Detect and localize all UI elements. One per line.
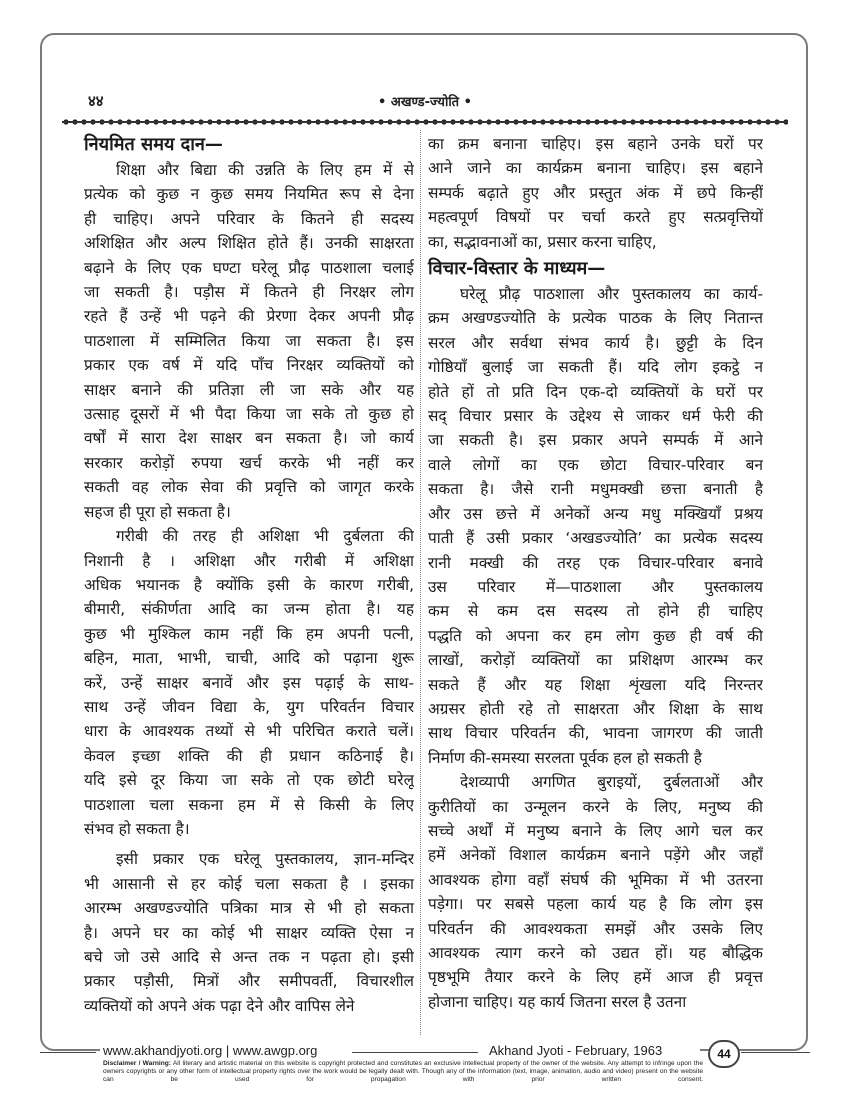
- text-line: अशिक्षित और अल्प शिक्षित होते हैं। उनकी साक्षरता: [84, 234, 414, 253]
- text-line: रहते हैं उन्हें भी पढ़ने की प्रेरणा देकर अपनी प्रौढ़: [84, 307, 414, 326]
- right-intro-paragraph: [428, 132, 763, 254]
- text-line: बहिन, माता, भाभी, चाची, आदि को पढ़ाना शुरू: [84, 649, 414, 668]
- disclaimer-text: All literary and artistic material on this website is copyright protected and constitutes an exclusive intellectual property of the owner of the website. Any attempt to infringe upon the owners copyrights or any other form of intellectual property rights over the work would be legally dealt with. Though any of the information (text, image, animation, audio and video) present on the website can be used for propagation with prior written consent.: [103, 1060, 703, 1083]
- text-line: कम से कम दस सदस्य तो होने ही चाहिए: [428, 602, 763, 621]
- section-heading-idea-expansion: विचार-विस्तार के माध्यम—: [428, 258, 606, 280]
- text-line: अग्रसर होती रहे तो साक्षरता और शिक्षा के साथ: [428, 699, 763, 718]
- paragraph: [84, 847, 414, 1018]
- text-line: पड़ेगा। पर सबसे पहला कार्य यह है कि लोग इस: [428, 895, 763, 914]
- footer-page-number-badge: 44: [708, 1040, 740, 1068]
- text-line: का क्रम बनाना चाहिए। इस बहाने उनके घरों पर: [428, 135, 763, 153]
- text-line: है। अपने घर का कोई भी साक्षर व्यक्ति ऐसा न: [84, 923, 414, 942]
- text-line: कुरीतियों का उन्मूलन करने के लिए, मनुष्य की: [428, 797, 763, 816]
- footer-issue-title: Akhand Jyoti - February, 1963: [489, 1043, 663, 1058]
- text-line: सरकार करोड़ों रुपया खर्च करके भी नहीं कर: [84, 453, 414, 472]
- text-line: हमें अनेकों विशाल कार्यक्रम बनाने पड़ेंगे और जहाँ: [428, 846, 763, 865]
- text-line: का, सद्भावनाओं का, प्रसार करना चाहिए,: [428, 232, 657, 251]
- text-line: धारा के आवश्यक तथ्यों से भी परिचित कराते चलें।: [84, 722, 414, 741]
- text-line: उस परिवार में—पाठशाला और पुस्तकालय: [428, 577, 763, 596]
- paragraph: [428, 770, 763, 1014]
- disclaimer: [103, 1060, 703, 1084]
- text-line: सकते हैं और यह शिक्षा शृंखला यदि निरन्तर: [428, 675, 763, 694]
- text-line: आवश्यक त्याग करने को उद्यत हों। यह बौद्धिक: [428, 944, 763, 962]
- text-line: घरेलू प्रौढ़ पाठशाला और पुस्तकालय का कार्य-: [460, 285, 763, 304]
- disclaimer-label: Disclaimer / Warning:: [103, 1060, 171, 1067]
- text-line: यदि इसे दूर किया जा सके तो एक छोटी घरेलू: [84, 771, 414, 790]
- text-line: केवल इच्छा शक्ति की ही प्रधान कठिनाई है।: [84, 746, 414, 765]
- text-line: वर्षों में सारा देश साक्षर बन सकता है। जो कार्य: [84, 429, 414, 448]
- text-line: वाले लोगों का एक छोटा विचार-परिवार बन: [428, 455, 763, 474]
- text-line: जा सकती है। पड़ौस में कितने ही निरक्षर लोग: [84, 283, 414, 302]
- text-line: पाठशाला चला सकना हम में से किसी के लिए: [84, 795, 414, 814]
- text-line: जा सकती है। इस प्रकार अपने सम्पर्क में आने: [428, 431, 763, 450]
- text-line: गोष्ठियाँ बुलाई जा सकती हैं। यदि लोग इकट्ठे न: [428, 358, 763, 377]
- footer-rule-right: [741, 1052, 810, 1053]
- paragraph: [84, 158, 414, 524]
- text-line: शिक्षा और बिद्या की उन्नति के लिए हम में से: [116, 161, 414, 179]
- text-line: क्रम अखण्डज्योति के प्रत्येक पाठक के लिए नितान्त: [428, 309, 763, 328]
- text-line: इसी प्रकार एक घरेलू पुस्तकालय, ज्ञान-मन्दिर: [116, 850, 414, 869]
- text-line: भी आसानी से हर कोई चला सकता है । इसका: [84, 874, 414, 893]
- footer-websites[interactable]: www.akhandjyoti.org | www.awgp.org: [103, 1043, 318, 1058]
- text-line: प्रत्येक को कुछ न कुछ समय नियमित रूप से देना: [84, 185, 414, 204]
- text-line: ही चाहिए। अपने परिवार के कितने ही सदस्य: [84, 209, 414, 228]
- ornamental-divider: [62, 118, 788, 126]
- text-line: व्यक्तियों को अपने अंक पढ़ा देने और वापिस लेने: [84, 996, 355, 1015]
- section-heading-regular-time-donation: नियमित समय दान—: [84, 134, 223, 155]
- column-divider: [420, 130, 421, 1035]
- text-line: सम्पर्क बढ़ाते हुए और प्रस्तुत अंक में छपे किन्हीं: [428, 183, 763, 202]
- text-line: कुछ भी मुश्किल काम नहीं कि हम अपनी पत्नी,: [84, 624, 414, 643]
- text-line: पृष्ठभूमि तैयार करने के लिए हमें आज ही प्रवृत्त: [428, 968, 763, 987]
- footer-rule-middle: [352, 1052, 478, 1053]
- page-number-devanagari: ४४: [88, 92, 104, 110]
- running-title: • अखण्ड-ज्योति •: [378, 95, 472, 110]
- paragraph: [428, 282, 763, 770]
- text-line: देशव्यापी अगणित बुराइयों, दुर्बलताओं और: [460, 773, 763, 792]
- left-paragraphs: [84, 158, 414, 1018]
- text-line: सहज ही पूरा हो सकता है।: [84, 502, 231, 521]
- text-line: आरम्भ अखण्डज्योति पत्रिका मात्र से भी हो सकता: [84, 899, 414, 918]
- text-line: गरीबी की तरह ही अशिक्षा भी दुर्बलता की: [116, 527, 414, 546]
- text-line: आवश्यक होगा वहाँ संघर्ष की भूमिका में भी उतरना: [428, 870, 763, 889]
- text-line: संभव हो सकता है।: [84, 819, 190, 838]
- text-line: उत्साह दूसरों में भी पैदा किया जा सके तो कुछ हो: [84, 405, 414, 424]
- text-line: पद्धति को अपना कर हम लोग कुछ ही वर्ष की: [428, 626, 763, 645]
- text-line: सकता है। जैसे रानी मधुमक्खी छत्ता बनाती है: [428, 480, 763, 499]
- left-column: [84, 132, 414, 1018]
- text-line: निर्माण की-समस्या सरलता पूर्वक हल हो सकती है: [428, 748, 702, 767]
- text-line: प्रकार एक वर्ष में यदि पाँच निरक्षर व्यक्तियों को: [84, 356, 414, 375]
- text-line: रानी मक्खी की तरह एक विचार-परिवार बनावे: [428, 553, 763, 572]
- text-line: करें, उन्हें साक्षर बनावें और इस पढ़ाई के साथ-: [84, 673, 414, 692]
- text-line: होजाना चाहिए। यह कार्य जितना सरल है उतना: [428, 992, 687, 1011]
- text-line: परिवर्तन की आवश्यकता समझें और उसके लिए: [428, 919, 763, 938]
- text-line: आने जाने का कार्यक्रम बनाना चाहिए। इस बहाने: [428, 159, 763, 178]
- text-line: निशानी है । अशिक्षा और गरीबी में अशिक्षा: [84, 551, 414, 570]
- text-line: महत्वपूर्ण विषयों पर चर्चा करते हुए सत्प्रवृत्तियों: [428, 208, 763, 227]
- text-line: होते हों तो प्रति दिन एक-दो व्यक्तियों के घरों पर: [428, 382, 763, 401]
- text-line: प्रकार पड़ौसी, मित्रों और समीपवर्ती, विचारशील: [84, 972, 414, 991]
- text-line: सद् विचार प्रसार के उद्देश्य से जाकर धर्म फेरी की: [428, 407, 763, 426]
- right-paragraphs: [428, 282, 763, 1014]
- text-line: साथ विचार परिवर्तन की, भावना जागरण की जाती: [428, 724, 763, 743]
- text-line: सकती वह लोक सेवा की प्रवृत्ति को जागृत करके: [84, 478, 414, 497]
- text-line: पाठशाला में सम्मिलित किया जा सकता है। इस: [84, 331, 414, 350]
- text-line: साथ उन्हें जीवन विद्या के, युग परिवर्तन विचार: [84, 697, 414, 716]
- paragraph: [84, 524, 414, 841]
- right-column: [428, 132, 763, 1014]
- text-line: साक्षर बनाने की प्रतिज्ञा ली जा सके और यह: [84, 380, 414, 399]
- text-line: बचे जो उसे आदि से अन्त तक न पढ़ता हो। इसी: [84, 948, 414, 966]
- text-line: अधिक भयानक है क्योंकि इसी के कारण गरीबी,: [84, 575, 414, 594]
- text-line: सच्चे अर्थों में मनुष्य बनाने के लिए आगे चल कर: [428, 821, 763, 840]
- footer-rule-left: [40, 1052, 96, 1053]
- text-line: लाखों, करोड़ों व्यक्तियों का प्रशिक्षण आरम्भ कर: [428, 651, 763, 670]
- text-line: सरल और सर्वथा संभव कार्य है। छुट्टी के दिन: [428, 333, 763, 352]
- text-line: और उस छत्ते में अनेकों अन्य मधु मक्खियाँ प्रश्रय: [428, 504, 763, 523]
- text-line: बढ़ाने के लिए एक घण्टा घरेलू प्रौढ़ पाठशाला चलाई: [84, 258, 414, 277]
- text-line: बीमारी, संकीर्णता आदि का जन्म होता है। यह: [84, 600, 414, 619]
- text-line: पाती हैं उसी प्रकार ‘अखडज्योति’ का प्रत्येक सदस्य: [428, 529, 763, 548]
